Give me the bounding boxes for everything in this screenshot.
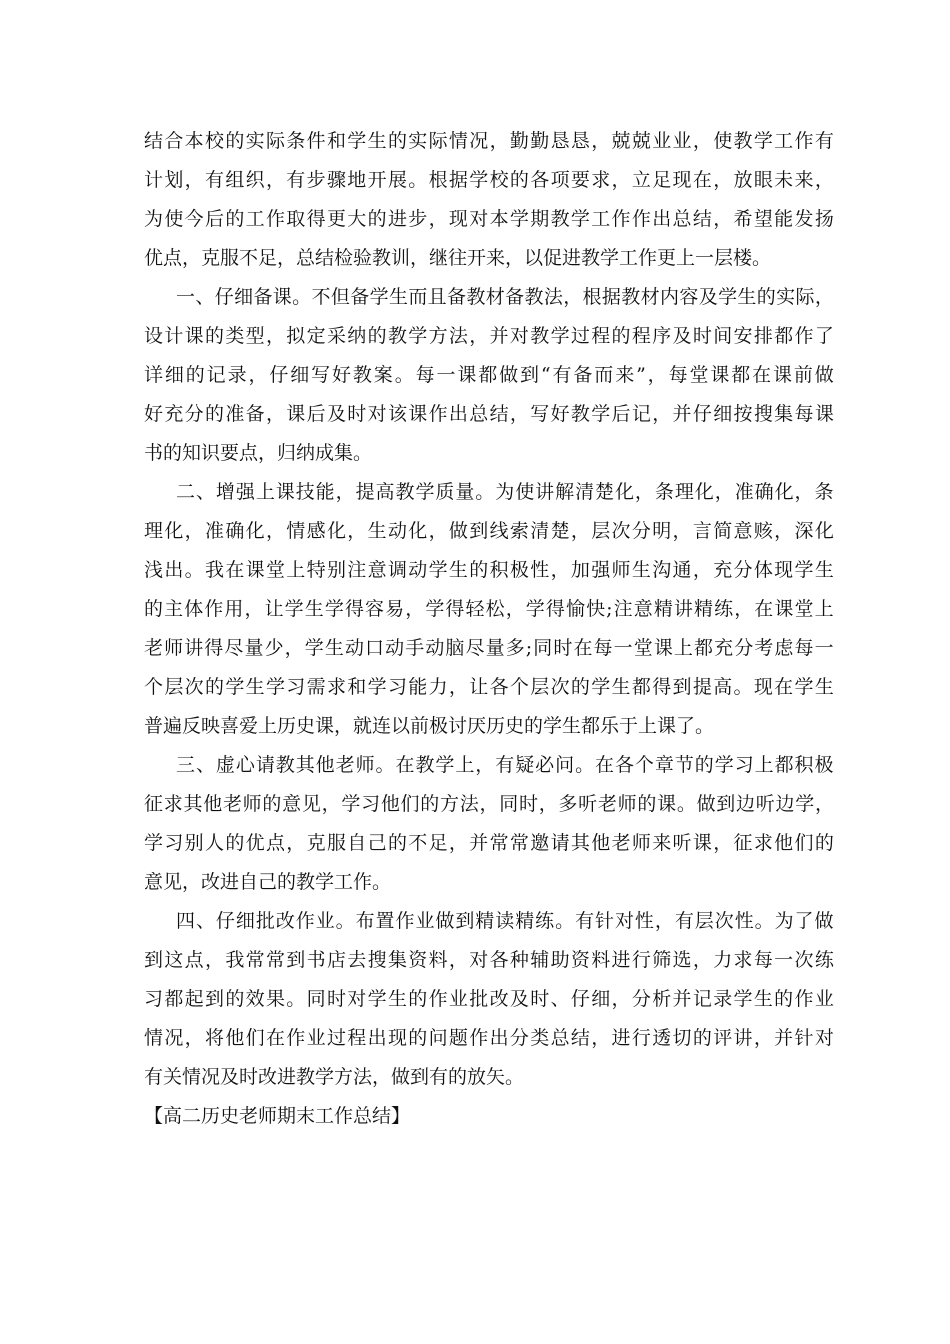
text-line: 浅 出 。 我 在 课 堂 上 特 别 注 意 调 动 学 生 的 积 极 性 ， 加 强 师 生 沟 通 ， 充 分 体 现 学 生 [144, 559, 834, 581]
text-line: 设 计 课 的 类 型 ， 拟 定 采 纳 的 教 学 方 法 ， 并 对 教 学 过 程 的 程 序 及 时 间 安 排 都 作 了 [144, 325, 834, 347]
closing-title: 【高二历史老师期末工作总结】 [144, 1105, 411, 1127]
text-line: 习 都 起 到 的 效 果 。 同 时 对 学 生 的 作 业 批 改 及 时 、 仔 细 ， 分 析 并 记 录 学 生 的 作 业 [144, 988, 834, 1010]
text-line: 个 层 次 的 学 生 学 习 需 求 和 学 习 能 力 ， 让 各 个 层 次 的 学 生 都 得 到 提 高 。 现 在 学 生 [144, 676, 834, 698]
text-line: 理 化 ， 准 确 化 ， 情 感 化 ， 生 动 化 ， 做 到 线 索 清 楚 ， 层 次 分 明 ， 言 简 意 赅 ， 深 化 [144, 520, 834, 542]
text-line: 征 求 其 他 老 师 的 意 见 ， 学 习 他 们 的 方 法 ， 同 时 ， 多 听 老 师 的 课 。 做 到 边 听 边 学 ， [144, 793, 834, 815]
section-1-paragraph [144, 278, 834, 473]
text-line: 四 、 仔 细 批 改 作 业 。 布 置 作 业 做 到 精 读 精 练 。 有 针 对 性 ， 有 层 次 性 。 为 了 做 [176, 910, 834, 932]
text-line: 意见，改进自己的教学工作。 [144, 871, 392, 893]
text-line: 的 主 体 作 用 ， 让 学 生 学 得 容 易 ， 学 得 轻 松 ， 学 得 愉 快 ; 注 意 精 讲 精 练 ， 在 课 堂 上 [144, 598, 834, 620]
document-body [144, 122, 834, 1136]
text-line: 情 况 ， 将 他 们 在 作 业 过 程 出 现 的 问 题 作 出 分 类 总 结 ， 进 行 透 切 的 评 讲 ， 并 针 对 [144, 1027, 834, 1049]
section-2-paragraph [144, 473, 834, 746]
text-line: 为 使 今 后 的 工 作 取 得 更 大 的 进 步 ， 现 对 本 学 期 教 学 工 作 作 出 总 结 ， 希 望 能 发 扬 [144, 208, 834, 230]
section-3-paragraph [144, 746, 834, 902]
text-line: 二 、 增 强 上 课 技 能 ， 提 高 教 学 质 量 。 为 使 讲 解 清 楚 化 ， 条 理 化 ， 准 确 化 ， 条 [176, 481, 834, 503]
text-line: 学 习 别 人 的 优 点 ， 克 服 自 己 的 不 足 ， 并 常 常 邀 请 其 他 老 师 来 听 课 ， 征 求 他 们 的 [144, 832, 834, 854]
text-line: 一 、 仔 细 备 课 。 不 但 备 学 生 而 且 备 教 材 备 教 法 ， 根 据 教 材 内 容 及 学 生 的 实 际 ， [176, 286, 834, 308]
text-line: 老 师 讲 得 尽 量 少 ， 学 生 动 口 动 手 动 脑 尽 量 多 ; 同 时 在 每 一 堂 课 上 都 充 分 考 虑 每 一 [144, 637, 834, 659]
text-line: 到 这 点 ， 我 常 常 到 书 店 去 搜 集 资 料 ， 对 各 种 辅 助 资 料 进 行 筛 选 ， 力 求 每 一 次 练 [144, 949, 834, 971]
section-4-paragraph [144, 902, 834, 1097]
text-line: 优点，克服不足，总结检验教训，继往开来，以促进教学工作更上一层楼。 [144, 247, 772, 269]
text-line: 计 划 ， 有 组 织 ， 有 步 骤 地 开 展 。 根 据 学 校 的 各 项 要 求 ， 立 足 现 在 ， 放 眼 未 来 ， [144, 169, 834, 191]
text-line: 好 充 分 的 准 备 ， 课 后 及 时 对 该 课 作 出 总 结 ， 写 好 教 学 后 记 ， 并 仔 细 按 搜 集 每 课 [144, 403, 834, 425]
text-line: 结 合 本 校 的 实 际 条 件 和 学 生 的 实 际 情 况 ， 勤 勤 恳 恳 ， 兢 兢 业 业 ， 使 教 学 工 作 有 [144, 130, 834, 152]
text-line: 三 、 虚 心 请 教 其 他 老 师 。 在 教 学 上 ， 有 疑 必 问 。 在 各 个 章 节 的 学 习 上 都 积 极 [176, 754, 834, 776]
text-line: 书的知识要点，归纳成集。 [144, 442, 373, 464]
text-line: 有关情况及时改进教学方法，做到有的放矢。 [144, 1066, 525, 1088]
intro-paragraph [144, 122, 834, 278]
text-line: 普遍反映喜爱上历史课，就连以前极讨厌历史的学生都乐于上课了。 [144, 715, 715, 737]
text-line: 详 细 的 记 录 ， 仔 细 写 好 教 案 。 每 一 课 都 做 到 “ 有 备 而 来 ” ， 每 堂 课 都 在 课 前 做 [144, 364, 834, 386]
